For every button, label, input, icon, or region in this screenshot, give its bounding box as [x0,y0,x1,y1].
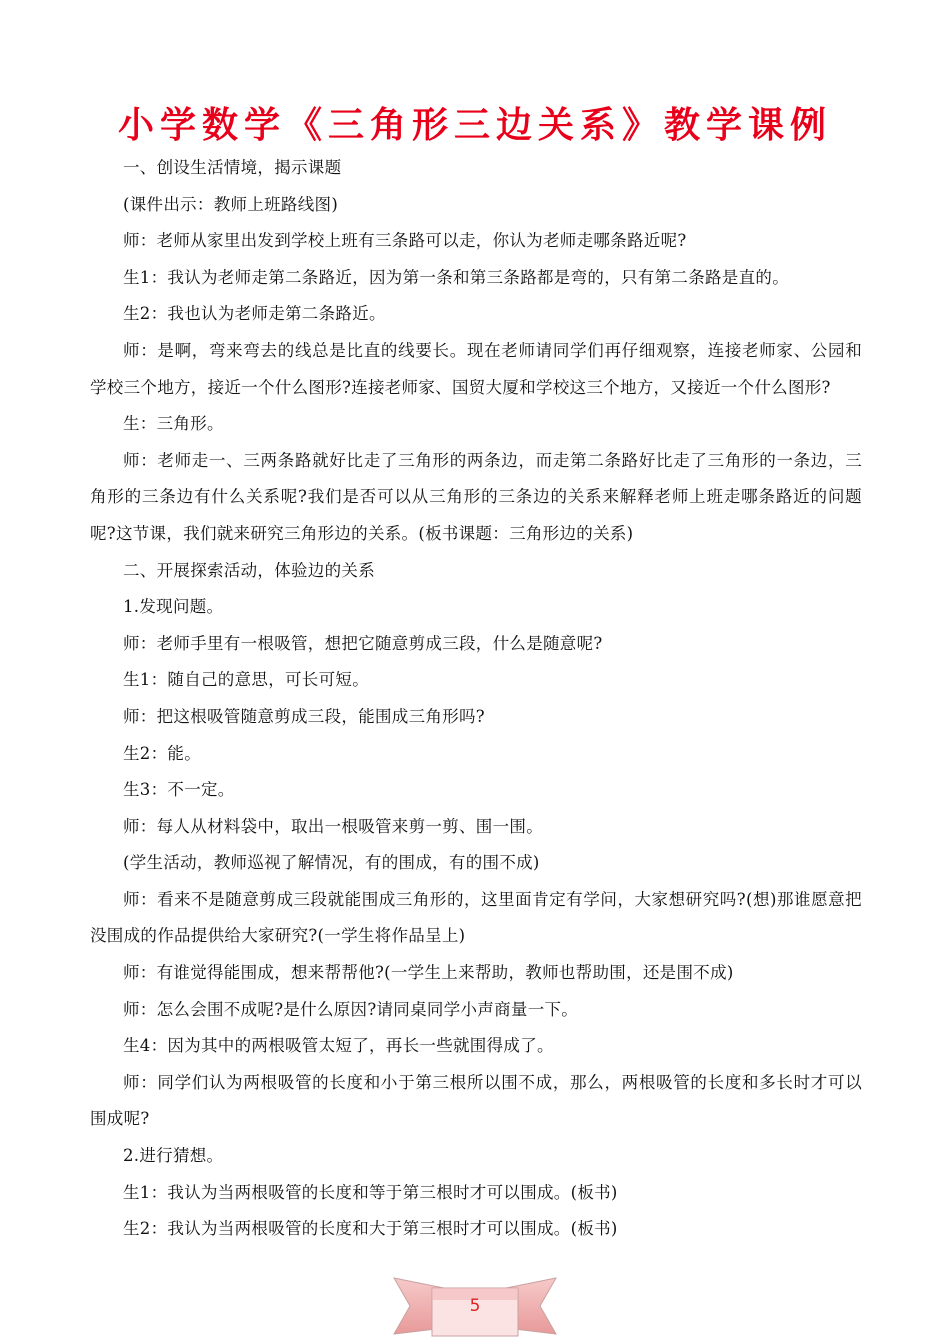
paragraph: 生2：能。 [123,743,201,763]
paragraph: 生1：随自己的意思，可长可短。 [123,670,369,690]
paragraph: 生1：我认为老师走第二条路近，因为第一条和第三条路都是弯的，只有第二条路是直的。 [123,267,789,287]
paragraph: 师：有谁觉得能围成，想来帮帮他?(一学生上来帮助，教师也帮助围，还是围不成) [123,963,734,983]
paragraph: 1.发现问题。 [123,597,224,617]
page-footer-ribbon [390,1272,560,1344]
paragraph: 师：是啊，弯来弯去的线总是比直的线要长。现在老师请同学们再仔细观察，连接老师家、公园和学校三个地方，接近一个什么图形?连接老师家、国贸大厦和学校这三个地方，又接近一个什么图形? [90,340,862,397]
page-number: 5 [469,1296,481,1316]
paragraph: 一、创设生活情境，揭示课题 [123,158,342,177]
paragraph: 师：老师从家里出发到学校上班有三条路可以走，你认为老师走哪条路近呢? [123,231,687,251]
paragraph: 师：每人从材料袋中，取出一根吸管来剪一剪、围一围。 [123,816,543,836]
document-title: 小学数学《三角形三边关系》教学课例 [117,105,832,146]
paragraph: (课件出示：教师上班路线图) [123,194,339,214]
paragraph: 师：同学们认为两根吸管的长度和小于第三根所以围不成，那么，两根吸管的长度和多长时才可以围成呢? [90,1072,862,1129]
paragraph: 生3：不一定。 [123,780,235,800]
paragraph: (学生活动，教师巡视了解情况，有的围成，有的围不成) [123,853,540,873]
paragraph: 二、开展探索活动，体验边的关系 [123,560,375,580]
paragraph: 生1：我认为当两根吸管的长度和等于第三根时才可以围成。(板书) [123,1182,618,1202]
paragraph: 生2：我认为当两根吸管的长度和大于第三根时才可以围成。(板书) [123,1219,618,1239]
paragraph: 师：老师手里有一根吸管，想把它随意剪成三段，什么是随意呢? [123,633,603,653]
paragraph: 生：三角形。 [123,414,224,434]
paragraph: 师：把这根吸管随意剪成三段，能围成三角形吗? [123,706,485,726]
paragraph: 师：老师走一、三两条路就好比走了三角形的两条边，而走第二条路好比走了三角形的一条边，三角形的三条边有什么关系呢?我们是否可以从三角形的三条边的关系来解释老师上班走哪条路近的问题呢?这节课，我们就来研究三角形边的关系。(板书课题：三角形边的关系) [90,450,862,543]
document-body [90,150,862,1248]
paragraph: 师：看来不是随意剪成三段就能围成三角形的，这里面肯定有学问，大家想研究吗?(想)那谁愿意把没围成的作品提供给大家研究?(一学生将作品呈上) [90,889,862,946]
paragraph: 生2：我也认为老师走第二条路近。 [123,304,386,324]
paragraph: 师：怎么会围不成呢?是什么原因?请同桌同学小声商量一下。 [123,999,579,1019]
paragraph: 2.进行猜想。 [123,1146,224,1166]
paragraph: 生4：因为其中的两根吸管太短了，再长一些就围得成了。 [123,1036,554,1056]
